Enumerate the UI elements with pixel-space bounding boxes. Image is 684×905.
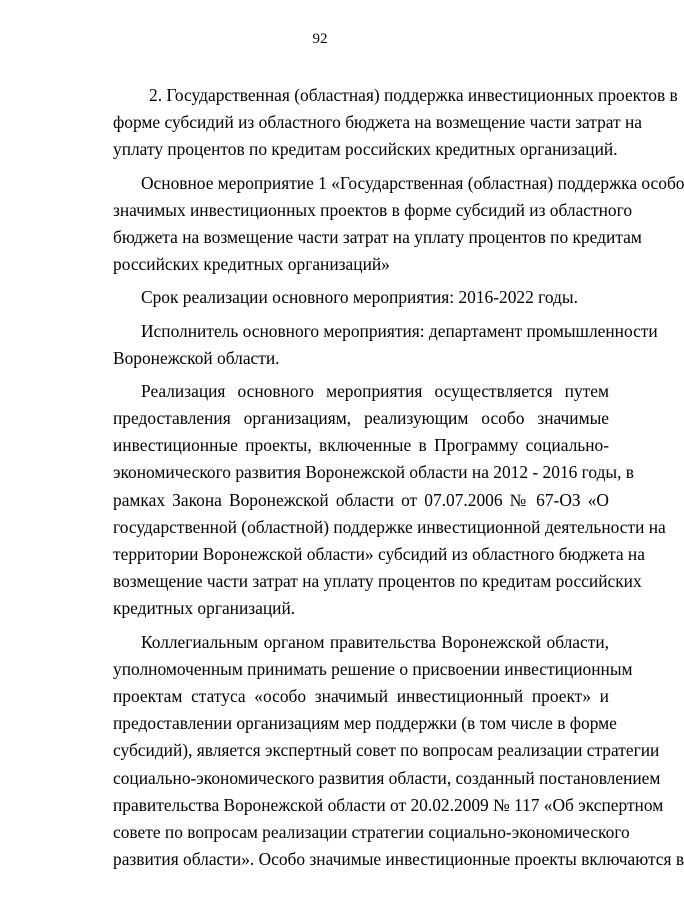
text-line: социально-экономического развития области, созданный постановлением bbox=[113, 767, 661, 788]
text-line: возмещение части затрат на уплату процентов по кредитам российских bbox=[113, 571, 642, 592]
text-line: развития области». Особо значимые инвестиционные проекты включаются в bbox=[113, 849, 684, 870]
text-line: предоставлении организациям мер поддержки (в том числе в форме bbox=[113, 713, 617, 734]
text-line: Воронежской области. bbox=[113, 347, 280, 368]
text-line: Срок реализации основного мероприятия: 2016-2022 годы. bbox=[141, 287, 578, 308]
page-number: 92 bbox=[312, 31, 328, 47]
text-line: субсидий), является экспертный совет по вопросам реализации стратегии bbox=[113, 740, 660, 761]
text-line: уполномоченным принимать решение о присвоении инвестиционным bbox=[113, 658, 633, 679]
text-line: Исполнитель основного мероприятия: департамент промышленности bbox=[141, 320, 658, 341]
text-line: кредитных организаций. bbox=[113, 598, 296, 619]
text-line: Коллегиальным органом правительства Воронежской области, bbox=[141, 631, 609, 652]
text-line: Основное мероприятие 1 «Государственная (областная) поддержка особо bbox=[141, 172, 684, 193]
text-line: российских кредитных организаций» bbox=[113, 254, 390, 275]
text-line: значимых инвестиционных проектов в форме субсидий из областного bbox=[113, 199, 633, 220]
text-line: проектам статуса «особо значимый инвестиционный проект» и bbox=[113, 685, 609, 706]
text-line: инвестиционные проекты, включенные в Программу социально- bbox=[113, 435, 609, 456]
text-line: уплату процентов по кредитам российских кредитных организаций. bbox=[113, 139, 618, 160]
text-line: бюджета на возмещение части затрат на уплату процентов по кредитам bbox=[113, 226, 642, 247]
text-line: правительства Воронежской области от 20.02.2009 № 117 «Об экспертном bbox=[113, 794, 664, 815]
text-line: Реализация основного мероприятия осуществляется путем bbox=[141, 380, 609, 401]
text-line: рамках Закона Воронежской области от 07.07.2006 № 67-ОЗ «О bbox=[113, 489, 609, 510]
text-line: 2. Государственная (областная) поддержка инвестиционных проектов в bbox=[149, 85, 678, 105]
text-line: экономического развития Воронежской области на 2012 - 2016 годы, в bbox=[113, 462, 635, 483]
text-line: форме субсидий из областного бюджета на возмещение части затрат на bbox=[113, 112, 643, 133]
text-line: совете по вопросам реализации стратегии социально-экономического bbox=[113, 821, 630, 842]
text-line: территории Воронежской области» субсидий из областного бюджета на bbox=[113, 544, 645, 564]
text-line: государственной (областной) поддержке инвестиционной деятельности на bbox=[113, 516, 666, 537]
text-line: предоставления организациям, реализующим особо значимые bbox=[113, 408, 609, 429]
document-body bbox=[113, 82, 684, 873]
